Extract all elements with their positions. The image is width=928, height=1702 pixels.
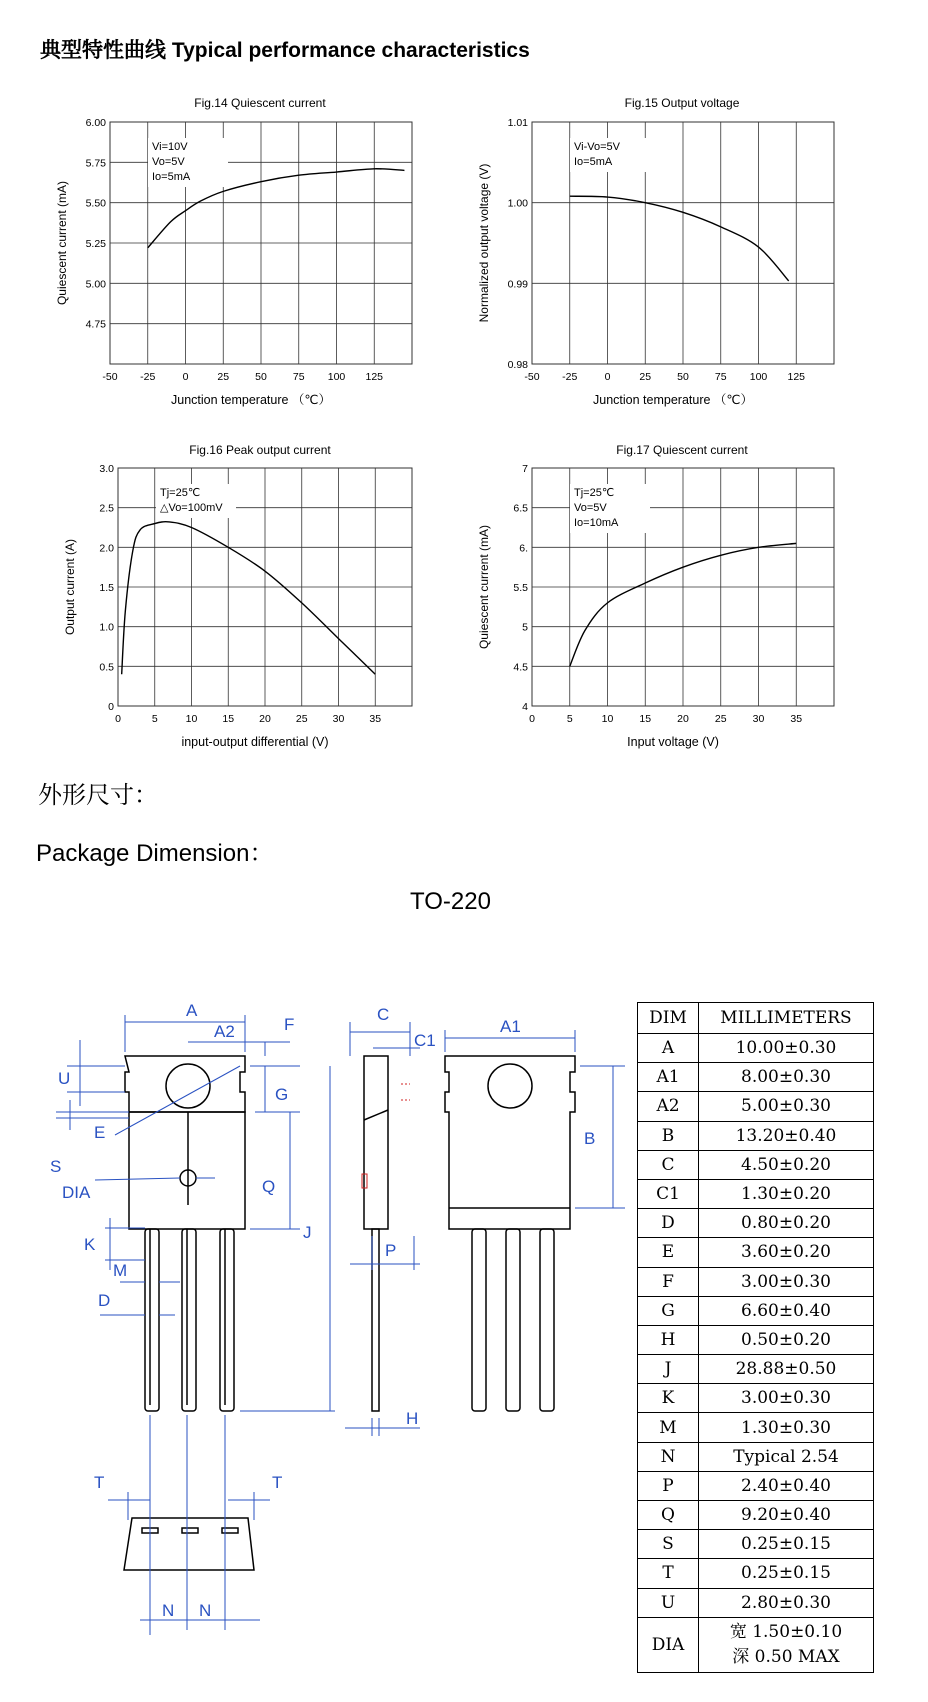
y-tick-label: 6.00 <box>85 117 106 129</box>
dim-label-g: G <box>275 1085 289 1104</box>
x-tick-label: 0 <box>529 713 535 725</box>
y-tick-label: 1.00 <box>507 197 528 210</box>
table-row <box>638 1530 874 1559</box>
table-row <box>638 1559 874 1588</box>
y-tick-label: 3.0 <box>99 463 114 475</box>
x-tick-label: -25 <box>562 371 578 383</box>
x-tick-label: 125 <box>787 371 806 383</box>
y-axis-label: Output current (A) <box>63 538 77 636</box>
x-tick-label: 35 <box>369 713 382 725</box>
value-cell: 9.20±0.40 <box>699 1501 874 1530</box>
dim-label-c1: C1 <box>414 1031 436 1050</box>
dim-label-e: E <box>94 1123 106 1142</box>
dim-label-h: H <box>406 1409 419 1428</box>
x-tick-label: 50 <box>677 371 689 383</box>
table-row <box>638 1267 874 1296</box>
dim-cell: E <box>638 1238 699 1267</box>
x-tick-label: -25 <box>140 371 156 383</box>
dim-label-a2: A2 <box>214 1022 235 1041</box>
dim-label-t-left: T <box>94 1473 105 1492</box>
x-tick-label: 25 <box>217 371 230 383</box>
series-line <box>570 196 789 281</box>
annotation-text: Vo=5V <box>152 156 185 168</box>
table-row <box>638 1442 874 1471</box>
table-row <box>638 1588 874 1617</box>
x-axis-label: Junction temperature （℃） <box>171 393 331 407</box>
dim-label-c: C <box>377 1005 390 1024</box>
table-row <box>638 1325 874 1354</box>
dim-cell: A2 <box>638 1092 699 1121</box>
x-tick-label: 0 <box>182 371 189 383</box>
y-tick-label: 4 <box>522 701 528 713</box>
x-tick-label: 125 <box>365 371 384 383</box>
table-row <box>638 1121 874 1150</box>
dim-label-u: U <box>58 1069 71 1088</box>
table-row <box>638 1209 874 1238</box>
value-cell: Typical 2.54 <box>699 1442 874 1471</box>
dim-cell: F <box>638 1267 699 1296</box>
y-tick-label: 0.99 <box>507 278 528 291</box>
y-tick-label: 5 <box>522 621 528 634</box>
x-axis-label: Input voltage (V) <box>627 735 719 749</box>
dim-cell: P <box>638 1471 699 1500</box>
x-tick-label: 20 <box>677 713 689 725</box>
x-tick-label: 50 <box>255 371 267 383</box>
chart-title-fig16: Fig.16 Peak output current <box>189 443 331 457</box>
annotation-text: Io=5mA <box>152 171 191 183</box>
dim-cell: N <box>638 1442 699 1471</box>
x-tick-label: 100 <box>327 371 346 383</box>
value-cell: 13.20±0.40 <box>699 1121 874 1150</box>
page-heading: 典型特性曲线 Typical performance characteristics <box>40 39 530 62</box>
x-axis-label: input-output differential (V) <box>181 735 329 749</box>
annotation-text: Vi-Vo=5V <box>574 141 620 153</box>
value-cell: 3.60±0.20 <box>699 1238 874 1267</box>
y-tick-label: 0 <box>108 701 114 713</box>
dim-label-q: Q <box>262 1177 276 1196</box>
dia-width-value: 宽 1.50±0.10 <box>729 1621 843 1642</box>
table-row <box>638 1179 874 1208</box>
x-tick-label: 15 <box>222 713 235 725</box>
y-tick-label: 5.5 <box>513 582 528 594</box>
y-tick-label: 4.5 <box>513 661 528 674</box>
dim-label-dia: DIA <box>62 1183 91 1202</box>
x-tick-label: 75 <box>292 371 305 383</box>
rear-view-outline <box>445 1056 575 1229</box>
dim-label-n-left: N <box>162 1601 175 1620</box>
value-cell: 28.88±0.50 <box>699 1355 874 1384</box>
table-row <box>638 1471 874 1500</box>
value-cell: 3.00±0.30 <box>699 1384 874 1413</box>
dim-label-p: P <box>385 1241 397 1260</box>
value-cell: 3.00±0.30 <box>699 1267 874 1296</box>
x-tick-label: 15 <box>639 713 652 725</box>
value-cell: 0.50±0.20 <box>699 1325 874 1354</box>
chart-title-fig14: Fig.14 Quiescent current <box>194 96 326 110</box>
table-row-dia <box>638 1617 874 1672</box>
dim-cell: M <box>638 1413 699 1442</box>
dim-label-d: D <box>98 1291 111 1310</box>
value-cell: 0.25±0.15 <box>699 1559 874 1588</box>
dim-cell: Q <box>638 1501 699 1530</box>
chart-title-fig15: Fig.15 Output voltage <box>624 96 740 110</box>
dim-cell: DIA <box>638 1617 699 1672</box>
section-title-package-dimension: Package Dimension： <box>36 840 274 867</box>
table-row <box>638 1063 874 1092</box>
table-row <box>638 1238 874 1267</box>
value-cell: 1.30±0.30 <box>699 1413 874 1442</box>
dim-cell: D <box>638 1209 699 1238</box>
value-cell: 0.80±0.20 <box>699 1209 874 1238</box>
dim-label-n-right: N <box>199 1601 212 1620</box>
table-row <box>638 1034 874 1063</box>
dim-label-k: K <box>84 1235 96 1254</box>
series-line <box>122 522 376 675</box>
y-tick-label: 0.98 <box>507 359 528 371</box>
annotation-text: Io=10mA <box>574 517 619 529</box>
value-cell: 10.00±0.30 <box>699 1034 874 1063</box>
dim-cell: U <box>638 1588 699 1617</box>
y-tick-label: 2.5 <box>99 502 114 515</box>
to220-package-drawing <box>0 960 640 1620</box>
annotation-text: Io=5mA <box>574 156 613 168</box>
x-axis-label: Junction temperature （℃） <box>593 393 753 407</box>
value-cell: 5.00±0.30 <box>699 1092 874 1121</box>
dim-cell: C <box>638 1150 699 1179</box>
x-tick-label: 0 <box>115 713 121 725</box>
x-tick-label: -50 <box>524 371 540 383</box>
table-header-row <box>638 1003 874 1034</box>
annotation-text: Tj=25℃ <box>574 487 615 499</box>
y-tick-label: 0.5 <box>99 661 114 674</box>
dim-cell: B <box>638 1121 699 1150</box>
side-view-outline <box>364 1056 388 1229</box>
dim-cell: T <box>638 1559 699 1588</box>
table-row <box>638 1296 874 1325</box>
dim-label-a: A <box>186 1001 198 1020</box>
y-tick-label: 4.75 <box>85 318 106 331</box>
table-row <box>638 1150 874 1179</box>
dia-depth-value: 深 0.50 MAX <box>732 1646 840 1667</box>
column-header-dim: DIM <box>638 1003 699 1034</box>
value-cell: 2.40±0.40 <box>699 1471 874 1500</box>
y-tick-label: 1.0 <box>99 621 114 634</box>
dimension-table <box>637 1002 874 1673</box>
y-tick-label: 5.25 <box>85 238 106 250</box>
x-tick-label: 10 <box>185 713 198 725</box>
chart-title-fig17: Fig.17 Quiescent current <box>616 443 748 457</box>
x-tick-label: 100 <box>749 371 768 383</box>
y-tick-label: 5.50 <box>85 197 106 210</box>
dim-cell: K <box>638 1384 699 1413</box>
dim-cell: G <box>638 1296 699 1325</box>
dim-label-t-right: T <box>272 1473 283 1492</box>
x-tick-label: 25 <box>714 713 727 725</box>
y-tick-label: 6.5 <box>513 502 528 515</box>
dim-cell: A <box>638 1034 699 1063</box>
table-row <box>638 1413 874 1442</box>
table-row <box>638 1501 874 1530</box>
x-tick-label: 5 <box>566 713 573 725</box>
dim-cell: A1 <box>638 1063 699 1092</box>
annotation-text: Vi=10V <box>152 141 188 153</box>
annotation-text: △Vo=100mV <box>160 502 223 514</box>
column-header-millimeters: MILLIMETERS <box>699 1003 874 1034</box>
value-cell: 8.00±0.30 <box>699 1063 874 1092</box>
dim-label-s: S <box>50 1157 62 1176</box>
dim-label-m: M <box>113 1261 128 1280</box>
annotation-text: Tj=25℃ <box>160 487 201 499</box>
dim-label-f: F <box>284 1015 295 1034</box>
x-tick-label: 35 <box>790 713 803 725</box>
dim-cell: C1 <box>638 1179 699 1208</box>
x-tick-label: 10 <box>601 713 614 725</box>
package-name: TO-220 <box>410 888 491 915</box>
value-cell: 1.30±0.20 <box>699 1179 874 1208</box>
x-tick-label: 25 <box>639 371 652 383</box>
y-tick-label: 6. <box>519 542 528 555</box>
dim-label-j: J <box>303 1223 312 1242</box>
dim-label-a1: A1 <box>500 1017 521 1036</box>
dim-cell: J <box>638 1355 699 1384</box>
x-tick-label: 75 <box>714 371 727 383</box>
value-cell: 0.25±0.15 <box>699 1530 874 1559</box>
x-tick-label: -50 <box>102 371 118 383</box>
y-axis-label: Normalized output voltage (V) <box>477 163 491 323</box>
section-title-chinese: 外形尺寸： <box>38 781 158 809</box>
x-tick-label: 30 <box>332 713 345 725</box>
y-tick-label: 1.01 <box>507 117 528 129</box>
table-row <box>638 1355 874 1384</box>
bottom-view-outline <box>124 1518 254 1570</box>
x-tick-label: 30 <box>752 713 765 725</box>
typical-characteristics-charts <box>0 0 928 760</box>
value-cell: 6.60±0.40 <box>699 1296 874 1325</box>
x-tick-label: 25 <box>295 713 308 725</box>
table-row <box>638 1092 874 1121</box>
x-tick-label: 5 <box>151 713 158 725</box>
y-tick-label: 5.75 <box>85 157 106 170</box>
y-tick-label: 1.5 <box>99 582 114 594</box>
annotation-text: Vo=5V <box>574 502 607 514</box>
y-tick-label: 2.0 <box>99 542 114 555</box>
table-row <box>638 1384 874 1413</box>
x-tick-label: 0 <box>604 371 611 383</box>
y-tick-label: 7 <box>522 463 528 475</box>
value-cell: 2.80±0.30 <box>699 1588 874 1617</box>
y-axis-label: Quiescent current (mA) <box>477 524 491 650</box>
value-cell: 4.50±0.20 <box>699 1150 874 1179</box>
dim-cell: S <box>638 1530 699 1559</box>
value-cell <box>699 1617 874 1672</box>
dim-label-b: B <box>584 1129 596 1148</box>
dim-cell: H <box>638 1325 699 1354</box>
y-axis-label: Quiescent current (mA) <box>55 180 69 306</box>
y-tick-label: 5.00 <box>85 278 106 291</box>
x-tick-label: 20 <box>259 713 271 725</box>
